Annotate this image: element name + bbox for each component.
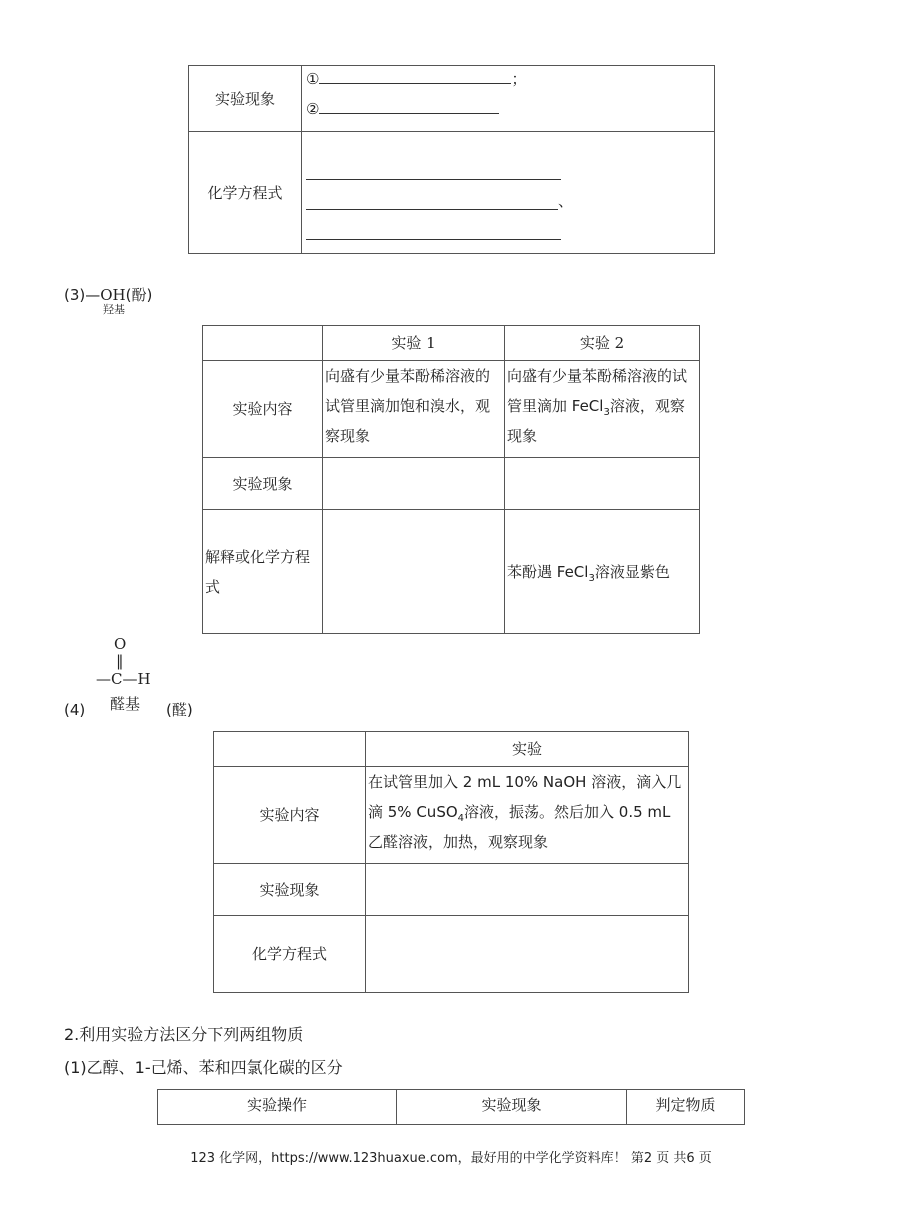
section2-sub1: (1)乙醇、1-己烯、苯和四氯化碳的区分: [64, 1058, 343, 1077]
aldehyde-content-label: 实验内容: [214, 767, 366, 864]
section3-suffix: (酚): [125, 286, 153, 304]
aldehyde-header-empty: [214, 732, 366, 767]
aldehyde-main: —C—H: [96, 670, 151, 688]
blank-end-1: ；: [511, 70, 527, 88]
aldehyde-content-b: 溶液，振荡。然后加入 0.5 mL 乙醛溶液，加热，观察现象: [368, 803, 671, 851]
top-table: [188, 65, 715, 254]
phenol-exp1-phenomenon[interactable]: [323, 458, 505, 510]
distinguish-header-substance: 判定物质: [627, 1090, 745, 1125]
phenol-exp2-content: [505, 361, 700, 458]
exp2-explain-b: 溶液显紫色: [594, 562, 670, 581]
phenol-phenomenon-label: 实验现象: [203, 458, 323, 510]
equation-separator: 、: [558, 192, 574, 210]
equation-blank-3[interactable]: [306, 239, 561, 240]
exp2-explain-a: 苯酚遇 FeCl: [507, 562, 589, 581]
aldehyde-phenomenon-answer[interactable]: [366, 864, 689, 916]
exp2-content-b: 溶液，观察现象: [507, 397, 685, 445]
phenomenon-answer-cell: [302, 66, 715, 132]
distinguish-table: [157, 1089, 745, 1125]
phenol-table: [202, 325, 700, 634]
equation-blank-2[interactable]: [306, 209, 558, 210]
distinguish-header-operation: 实验操作: [158, 1090, 397, 1125]
phenol-header-empty: [203, 326, 323, 361]
phenol-header-exp1: 实验 1: [323, 326, 505, 361]
aldehyde-content: [366, 767, 689, 864]
blank-line-1[interactable]: [319, 69, 511, 84]
distinguish-header-phenomenon: 实验现象: [397, 1090, 627, 1125]
aldehyde-o: O: [114, 635, 127, 653]
phenol-explain-label: 解释或化学方程式: [203, 510, 323, 634]
section3-formula: OH: [100, 286, 126, 304]
phenol-exp2-phenomenon[interactable]: [505, 458, 700, 510]
aldehyde-equation-answer[interactable]: [366, 916, 689, 993]
blank-line-2[interactable]: [319, 99, 499, 114]
phenomenon-label: 实验现象: [189, 66, 302, 132]
section2-title: 2.利用实验方法区分下列两组物质: [64, 1025, 304, 1044]
exp2-content-sub: 3: [603, 407, 610, 418]
equation-blank-1[interactable]: [306, 179, 561, 180]
section3-heading: [64, 286, 152, 304]
aldehyde-phenomenon-label: 实验现象: [214, 864, 366, 916]
phenol-exp2-explain: [505, 510, 700, 634]
exp2-content-a: 向盛有少量苯酚稀溶液的试管里滴加 FeCl: [507, 367, 688, 415]
aldehyde-content-a: 在试管里加入 2 mL 10% NaOH 溶液，滴入几滴 5% CuSO: [368, 773, 682, 821]
phenol-exp1-explain[interactable]: [323, 510, 505, 634]
equation-answer-cell: [302, 132, 715, 254]
aldehyde-content-sub: 4: [457, 813, 465, 824]
section4-prefix: (4): [64, 701, 86, 719]
footer: 123 化学网，https://www.123huaxue.com，最好用的中学化学资料库！ 第2 页 共6 页: [190, 1151, 712, 1166]
aldehyde-double-bond: ‖: [116, 652, 124, 670]
section4-underlabel: 醛基: [110, 695, 141, 713]
blank-marker-2: ②: [306, 100, 320, 118]
aldehyde-equation-label: 化学方程式: [214, 916, 366, 993]
section3-underlabel: 羟基: [103, 303, 125, 316]
phenol-exp1-content: 向盛有少量苯酚稀溶液的试管里滴加饱和溴水，观察现象: [323, 361, 505, 458]
exp2-explain-sub: 3: [588, 572, 595, 584]
aldehyde-table: [213, 731, 689, 993]
equation-label: 化学方程式: [189, 132, 302, 254]
section3-prefix: (3)—: [64, 286, 101, 304]
phenol-header-exp2: 实验 2: [505, 326, 700, 361]
section4-suffix: (醛): [166, 701, 193, 719]
phenol-content-label: 实验内容: [203, 361, 323, 458]
aldehyde-header-exp: 实验: [366, 732, 689, 767]
blank-marker-1: ①: [306, 70, 320, 88]
